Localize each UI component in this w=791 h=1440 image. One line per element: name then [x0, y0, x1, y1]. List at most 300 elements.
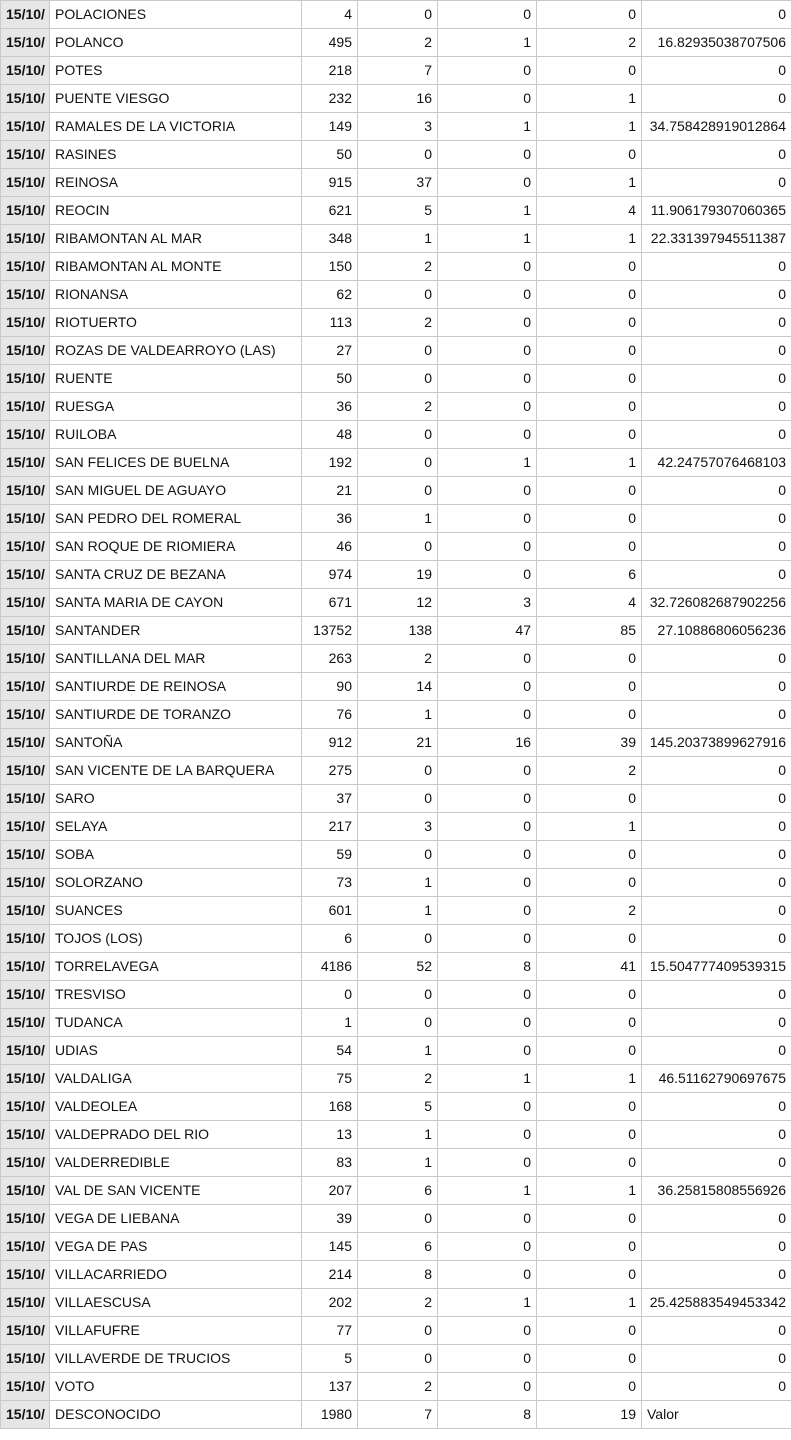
value-a-cell[interactable]: 4 [302, 1, 358, 29]
value-b-cell[interactable]: 2 [358, 253, 438, 281]
value-d-cell[interactable]: 0 [537, 1233, 642, 1261]
value-b-cell[interactable]: 0 [358, 533, 438, 561]
value-a-cell[interactable]: 77 [302, 1317, 358, 1345]
date-cell[interactable]: 15/10/ [1, 1093, 50, 1121]
municipality-cell[interactable]: VALDEPRADO DEL RIO [50, 1121, 302, 1149]
value-b-cell[interactable]: 3 [358, 813, 438, 841]
value-c-cell[interactable]: 0 [438, 869, 537, 897]
value-a-cell[interactable]: 76 [302, 701, 358, 729]
rate-cell[interactable]: 0 [642, 309, 791, 337]
value-a-cell[interactable]: 54 [302, 1037, 358, 1065]
rate-cell[interactable]: 0 [642, 813, 791, 841]
value-a-cell[interactable]: 912 [302, 729, 358, 757]
municipality-cell[interactable]: SAN PEDRO DEL ROMERAL [50, 505, 302, 533]
value-b-cell[interactable]: 3 [358, 113, 438, 141]
municipality-cell[interactable]: UDIAS [50, 1037, 302, 1065]
value-b-cell[interactable]: 5 [358, 1093, 438, 1121]
date-cell[interactable]: 15/10/ [1, 1037, 50, 1065]
municipality-cell[interactable]: VILLAFUFRE [50, 1317, 302, 1345]
value-c-cell[interactable]: 8 [438, 1401, 537, 1429]
date-cell[interactable]: 15/10/ [1, 1149, 50, 1177]
value-b-cell[interactable]: 0 [358, 449, 438, 477]
value-c-cell[interactable]: 3 [438, 589, 537, 617]
municipality-cell[interactable]: VALDEOLEA [50, 1093, 302, 1121]
value-d-cell[interactable]: 0 [537, 533, 642, 561]
municipality-cell[interactable]: SANTILLANA DEL MAR [50, 645, 302, 673]
value-a-cell[interactable]: 495 [302, 29, 358, 57]
rate-cell[interactable]: 0 [642, 1233, 791, 1261]
value-b-cell[interactable]: 0 [358, 281, 438, 309]
rate-cell[interactable]: 0 [642, 1, 791, 29]
value-a-cell[interactable]: 214 [302, 1261, 358, 1289]
date-cell[interactable]: 15/10/ [1, 645, 50, 673]
value-a-cell[interactable]: 217 [302, 813, 358, 841]
value-b-cell[interactable]: 0 [358, 757, 438, 785]
value-a-cell[interactable]: 145 [302, 1233, 358, 1261]
municipality-cell[interactable]: SANTIURDE DE TORANZO [50, 701, 302, 729]
value-b-cell[interactable]: 1 [358, 1121, 438, 1149]
value-d-cell[interactable]: 1 [537, 225, 642, 253]
value-a-cell[interactable]: 1980 [302, 1401, 358, 1429]
value-c-cell[interactable]: 0 [438, 1345, 537, 1373]
value-a-cell[interactable]: 36 [302, 393, 358, 421]
value-c-cell[interactable]: 0 [438, 757, 537, 785]
date-cell[interactable]: 15/10/ [1, 1289, 50, 1317]
date-cell[interactable]: 15/10/ [1, 505, 50, 533]
value-b-cell[interactable]: 0 [358, 1205, 438, 1233]
value-b-cell[interactable]: 7 [358, 1401, 438, 1429]
value-a-cell[interactable]: 73 [302, 869, 358, 897]
value-b-cell[interactable]: 0 [358, 981, 438, 1009]
municipality-cell[interactable]: REINOSA [50, 169, 302, 197]
value-b-cell[interactable]: 0 [358, 1345, 438, 1373]
rate-cell[interactable]: 42.24757076468103 [642, 449, 791, 477]
value-b-cell[interactable]: 2 [358, 1373, 438, 1401]
date-cell[interactable]: 15/10/ [1, 869, 50, 897]
municipality-cell[interactable]: RIBAMONTAN AL MONTE [50, 253, 302, 281]
value-c-cell[interactable]: 0 [438, 1121, 537, 1149]
municipality-cell[interactable]: RUILOBA [50, 421, 302, 449]
value-d-cell[interactable]: 0 [537, 1009, 642, 1037]
value-c-cell[interactable]: 0 [438, 365, 537, 393]
municipality-cell[interactable]: SAN MIGUEL DE AGUAYO [50, 477, 302, 505]
municipality-cell[interactable]: SANTOÑA [50, 729, 302, 757]
value-c-cell[interactable]: 16 [438, 729, 537, 757]
value-d-cell[interactable]: 0 [537, 1093, 642, 1121]
date-cell[interactable]: 15/10/ [1, 393, 50, 421]
value-c-cell[interactable]: 0 [438, 393, 537, 421]
value-d-cell[interactable]: 0 [537, 841, 642, 869]
value-a-cell[interactable]: 915 [302, 169, 358, 197]
value-c-cell[interactable]: 0 [438, 141, 537, 169]
date-cell[interactable]: 15/10/ [1, 897, 50, 925]
municipality-cell[interactable]: SAN VICENTE DE LA BARQUERA [50, 757, 302, 785]
rate-cell[interactable]: 0 [642, 561, 791, 589]
date-cell[interactable]: 15/10/ [1, 141, 50, 169]
date-cell[interactable]: 15/10/ [1, 785, 50, 813]
value-a-cell[interactable]: 275 [302, 757, 358, 785]
municipality-cell[interactable]: VOTO [50, 1373, 302, 1401]
date-cell[interactable]: 15/10/ [1, 1401, 50, 1429]
date-cell[interactable]: 15/10/ [1, 701, 50, 729]
value-a-cell[interactable]: 207 [302, 1177, 358, 1205]
municipality-cell[interactable]: ROZAS DE VALDEARROYO (LAS) [50, 337, 302, 365]
municipality-cell[interactable]: VEGA DE PAS [50, 1233, 302, 1261]
date-cell[interactable]: 15/10/ [1, 589, 50, 617]
value-c-cell[interactable]: 0 [438, 1037, 537, 1065]
value-d-cell[interactable]: 2 [537, 757, 642, 785]
value-c-cell[interactable]: 0 [438, 1009, 537, 1037]
value-d-cell[interactable]: 0 [537, 505, 642, 533]
municipality-cell[interactable]: DESCONOCIDO [50, 1401, 302, 1429]
municipality-cell[interactable]: POLANCO [50, 29, 302, 57]
date-cell[interactable]: 15/10/ [1, 925, 50, 953]
municipality-cell[interactable]: VAL DE SAN VICENTE [50, 1177, 302, 1205]
value-c-cell[interactable]: 0 [438, 505, 537, 533]
rate-cell[interactable]: 0 [642, 673, 791, 701]
value-d-cell[interactable]: 0 [537, 253, 642, 281]
value-c-cell[interactable]: 0 [438, 1373, 537, 1401]
value-b-cell[interactable]: 0 [358, 841, 438, 869]
value-c-cell[interactable]: 0 [438, 701, 537, 729]
value-b-cell[interactable]: 1 [358, 869, 438, 897]
value-a-cell[interactable]: 137 [302, 1373, 358, 1401]
value-d-cell[interactable]: 4 [537, 197, 642, 225]
municipality-cell[interactable]: RASINES [50, 141, 302, 169]
value-b-cell[interactable]: 1 [358, 1149, 438, 1177]
value-a-cell[interactable]: 671 [302, 589, 358, 617]
date-cell[interactable]: 15/10/ [1, 477, 50, 505]
value-a-cell[interactable]: 263 [302, 645, 358, 673]
municipality-cell[interactable]: SELAYA [50, 813, 302, 841]
value-c-cell[interactable]: 0 [438, 785, 537, 813]
municipality-cell[interactable]: VILLAESCUSA [50, 1289, 302, 1317]
rate-cell[interactable]: 0 [642, 1345, 791, 1373]
date-cell[interactable]: 15/10/ [1, 421, 50, 449]
value-c-cell[interactable]: 0 [438, 925, 537, 953]
date-cell[interactable]: 15/10/ [1, 281, 50, 309]
date-cell[interactable]: 15/10/ [1, 813, 50, 841]
value-a-cell[interactable]: 4186 [302, 953, 358, 981]
value-a-cell[interactable]: 601 [302, 897, 358, 925]
value-b-cell[interactable]: 1 [358, 225, 438, 253]
value-d-cell[interactable]: 0 [537, 1149, 642, 1177]
value-c-cell[interactable]: 0 [438, 561, 537, 589]
value-b-cell[interactable]: 52 [358, 953, 438, 981]
date-cell[interactable]: 15/10/ [1, 449, 50, 477]
value-d-cell[interactable]: 0 [537, 869, 642, 897]
value-d-cell[interactable]: 0 [537, 57, 642, 85]
rate-cell[interactable]: 0 [642, 869, 791, 897]
value-d-cell[interactable]: 41 [537, 953, 642, 981]
date-cell[interactable]: 15/10/ [1, 673, 50, 701]
date-cell[interactable]: 15/10/ [1, 1065, 50, 1093]
value-a-cell[interactable]: 192 [302, 449, 358, 477]
value-d-cell[interactable]: 0 [537, 1037, 642, 1065]
value-a-cell[interactable]: 46 [302, 533, 358, 561]
value-b-cell[interactable]: 0 [358, 337, 438, 365]
rate-cell[interactable]: 0 [642, 533, 791, 561]
value-b-cell[interactable]: 2 [358, 309, 438, 337]
value-d-cell[interactable]: 0 [537, 673, 642, 701]
value-c-cell[interactable]: 0 [438, 1149, 537, 1177]
value-d-cell[interactable]: 39 [537, 729, 642, 757]
municipality-cell[interactable]: REOCIN [50, 197, 302, 225]
value-c-cell[interactable]: 0 [438, 813, 537, 841]
value-b-cell[interactable]: 21 [358, 729, 438, 757]
municipality-cell[interactable]: RUENTE [50, 365, 302, 393]
value-b-cell[interactable]: 0 [358, 421, 438, 449]
value-a-cell[interactable]: 59 [302, 841, 358, 869]
municipality-cell[interactable]: RIOTUERTO [50, 309, 302, 337]
rate-cell[interactable]: 25.425883549453342 [642, 1289, 791, 1317]
municipality-cell[interactable]: SUANCES [50, 897, 302, 925]
value-c-cell[interactable]: 0 [438, 1093, 537, 1121]
date-cell[interactable]: 15/10/ [1, 169, 50, 197]
rate-cell[interactable]: 0 [642, 253, 791, 281]
value-c-cell[interactable]: 0 [438, 421, 537, 449]
value-c-cell[interactable]: 0 [438, 645, 537, 673]
rate-cell[interactable]: 0 [642, 1317, 791, 1345]
value-d-cell[interactable]: 2 [537, 29, 642, 57]
rate-cell[interactable]: 0 [642, 645, 791, 673]
value-c-cell[interactable]: 1 [438, 197, 537, 225]
rate-cell[interactable]: 11.906179307060365 [642, 197, 791, 225]
rate-cell[interactable]: 27.10886806056236 [642, 617, 791, 645]
value-d-cell[interactable]: 0 [537, 337, 642, 365]
value-d-cell[interactable]: 0 [537, 1373, 642, 1401]
municipality-cell[interactable]: TRESVISO [50, 981, 302, 1009]
value-d-cell[interactable]: 1 [537, 113, 642, 141]
rate-cell[interactable]: 0 [642, 897, 791, 925]
date-cell[interactable]: 15/10/ [1, 1345, 50, 1373]
value-b-cell[interactable]: 7 [358, 57, 438, 85]
rate-cell[interactable]: 0 [642, 505, 791, 533]
value-d-cell[interactable]: 1 [537, 1289, 642, 1317]
value-d-cell[interactable]: 6 [537, 561, 642, 589]
municipality-cell[interactable]: SOLORZANO [50, 869, 302, 897]
rate-cell[interactable]: 0 [642, 169, 791, 197]
value-b-cell[interactable]: 0 [358, 1, 438, 29]
value-d-cell[interactable]: 1 [537, 85, 642, 113]
value-a-cell[interactable]: 13 [302, 1121, 358, 1149]
date-cell[interactable]: 15/10/ [1, 533, 50, 561]
value-c-cell[interactable]: 0 [438, 1317, 537, 1345]
value-c-cell[interactable]: 8 [438, 953, 537, 981]
municipality-cell[interactable]: POLACIONES [50, 1, 302, 29]
value-b-cell[interactable]: 1 [358, 1037, 438, 1065]
rate-cell[interactable]: 22.331397945511387 [642, 225, 791, 253]
value-a-cell[interactable]: 39 [302, 1205, 358, 1233]
value-b-cell[interactable]: 1 [358, 701, 438, 729]
value-b-cell[interactable]: 0 [358, 925, 438, 953]
date-cell[interactable]: 15/10/ [1, 1, 50, 29]
value-c-cell[interactable]: 0 [438, 477, 537, 505]
rate-cell[interactable]: 0 [642, 477, 791, 505]
municipality-cell[interactable]: RAMALES DE LA VICTORIA [50, 113, 302, 141]
municipality-cell[interactable]: VALDERREDIBLE [50, 1149, 302, 1177]
value-a-cell[interactable]: 27 [302, 337, 358, 365]
value-a-cell[interactable]: 62 [302, 281, 358, 309]
rate-cell[interactable]: 0 [642, 785, 791, 813]
rate-cell[interactable]: 0 [642, 841, 791, 869]
rate-cell[interactable]: 0 [642, 1037, 791, 1065]
value-d-cell[interactable]: 1 [537, 449, 642, 477]
municipality-cell[interactable]: RIONANSA [50, 281, 302, 309]
value-c-cell[interactable]: 0 [438, 1233, 537, 1261]
value-b-cell[interactable]: 12 [358, 589, 438, 617]
value-b-cell[interactable]: 16 [358, 85, 438, 113]
value-a-cell[interactable]: 0 [302, 981, 358, 1009]
value-d-cell[interactable]: 0 [537, 281, 642, 309]
date-cell[interactable]: 15/10/ [1, 1177, 50, 1205]
value-c-cell[interactable]: 0 [438, 57, 537, 85]
value-c-cell[interactable]: 1 [438, 113, 537, 141]
rate-cell[interactable]: 0 [642, 141, 791, 169]
date-cell[interactable]: 15/10/ [1, 85, 50, 113]
rate-cell[interactable]: 34.758428919012864 [642, 113, 791, 141]
value-c-cell[interactable]: 0 [438, 281, 537, 309]
rate-cell[interactable]: 0 [642, 57, 791, 85]
value-c-cell[interactable]: 1 [438, 1177, 537, 1205]
value-a-cell[interactable]: 37 [302, 785, 358, 813]
value-b-cell[interactable]: 0 [358, 1009, 438, 1037]
municipality-cell[interactable]: SARO [50, 785, 302, 813]
value-b-cell[interactable]: 0 [358, 141, 438, 169]
date-cell[interactable]: 15/10/ [1, 337, 50, 365]
rate-cell[interactable]: 0 [642, 1149, 791, 1177]
value-a-cell[interactable]: 6 [302, 925, 358, 953]
value-b-cell[interactable]: 6 [358, 1177, 438, 1205]
value-a-cell[interactable]: 50 [302, 141, 358, 169]
value-d-cell[interactable]: 4 [537, 589, 642, 617]
value-b-cell[interactable]: 1 [358, 505, 438, 533]
rate-cell[interactable]: 0 [642, 757, 791, 785]
value-a-cell[interactable]: 621 [302, 197, 358, 225]
value-a-cell[interactable]: 1 [302, 1009, 358, 1037]
date-cell[interactable]: 15/10/ [1, 1205, 50, 1233]
municipality-cell[interactable]: PUENTE VIESGO [50, 85, 302, 113]
date-cell[interactable]: 15/10/ [1, 1261, 50, 1289]
date-cell[interactable]: 15/10/ [1, 1373, 50, 1401]
date-cell[interactable]: 15/10/ [1, 757, 50, 785]
municipality-cell[interactable]: SANTIURDE DE REINOSA [50, 673, 302, 701]
value-b-cell[interactable]: 8 [358, 1261, 438, 1289]
value-a-cell[interactable]: 90 [302, 673, 358, 701]
value-b-cell[interactable]: 19 [358, 561, 438, 589]
municipality-cell[interactable]: SAN FELICES DE BUELNA [50, 449, 302, 477]
value-c-cell[interactable]: 1 [438, 225, 537, 253]
municipality-cell[interactable]: VILLACARRIEDO [50, 1261, 302, 1289]
municipality-cell[interactable]: VALDALIGA [50, 1065, 302, 1093]
date-cell[interactable]: 15/10/ [1, 1009, 50, 1037]
value-c-cell[interactable]: 0 [438, 533, 537, 561]
municipality-cell[interactable]: SAN ROQUE DE RIOMIERA [50, 533, 302, 561]
date-cell[interactable]: 15/10/ [1, 1233, 50, 1261]
value-c-cell[interactable]: 0 [438, 981, 537, 1009]
value-d-cell[interactable]: 0 [537, 981, 642, 1009]
municipality-cell[interactable]: TORRELAVEGA [50, 953, 302, 981]
rate-cell[interactable]: 145.20373899627916 [642, 729, 791, 757]
rate-cell[interactable]: 0 [642, 365, 791, 393]
value-c-cell[interactable]: 1 [438, 449, 537, 477]
rate-cell[interactable]: 0 [642, 925, 791, 953]
value-a-cell[interactable]: 113 [302, 309, 358, 337]
date-cell[interactable]: 15/10/ [1, 253, 50, 281]
value-d-cell[interactable]: 1 [537, 1065, 642, 1093]
municipality-cell[interactable]: TOJOS (LOS) [50, 925, 302, 953]
value-a-cell[interactable]: 21 [302, 477, 358, 505]
value-a-cell[interactable]: 48 [302, 421, 358, 449]
value-d-cell[interactable]: 0 [537, 1121, 642, 1149]
value-d-cell[interactable]: 1 [537, 169, 642, 197]
date-cell[interactable]: 15/10/ [1, 617, 50, 645]
date-cell[interactable]: 15/10/ [1, 561, 50, 589]
date-cell[interactable]: 15/10/ [1, 365, 50, 393]
value-b-cell[interactable]: 5 [358, 197, 438, 225]
date-cell[interactable]: 15/10/ [1, 981, 50, 1009]
municipality-cell[interactable]: VEGA DE LIEBANA [50, 1205, 302, 1233]
rate-cell[interactable]: 15.504777409539315 [642, 953, 791, 981]
date-cell[interactable]: 15/10/ [1, 225, 50, 253]
rate-cell[interactable]: 0 [642, 1261, 791, 1289]
date-cell[interactable]: 15/10/ [1, 113, 50, 141]
value-d-cell[interactable]: 0 [537, 1345, 642, 1373]
date-cell[interactable]: 15/10/ [1, 57, 50, 85]
rate-cell[interactable]: 0 [642, 337, 791, 365]
value-c-cell[interactable]: 0 [438, 1261, 537, 1289]
value-b-cell[interactable]: 1 [358, 897, 438, 925]
value-c-cell[interactable]: 0 [438, 673, 537, 701]
value-c-cell[interactable]: 47 [438, 617, 537, 645]
rate-cell[interactable]: 0 [642, 701, 791, 729]
value-b-cell[interactable]: 2 [358, 29, 438, 57]
value-d-cell[interactable]: 19 [537, 1401, 642, 1429]
value-b-cell[interactable]: 6 [358, 1233, 438, 1261]
value-d-cell[interactable]: 0 [537, 785, 642, 813]
value-a-cell[interactable]: 202 [302, 1289, 358, 1317]
municipality-cell[interactable]: SANTA MARIA DE CAYON [50, 589, 302, 617]
value-a-cell[interactable]: 13752 [302, 617, 358, 645]
rate-cell[interactable]: 0 [642, 421, 791, 449]
date-cell[interactable]: 15/10/ [1, 309, 50, 337]
municipality-cell[interactable]: RIBAMONTAN AL MAR [50, 225, 302, 253]
value-a-cell[interactable]: 5 [302, 1345, 358, 1373]
value-c-cell[interactable]: 0 [438, 841, 537, 869]
municipality-cell[interactable]: SOBA [50, 841, 302, 869]
municipality-cell[interactable]: SANTA CRUZ DE BEZANA [50, 561, 302, 589]
value-c-cell[interactable]: 0 [438, 169, 537, 197]
value-d-cell[interactable]: 0 [537, 1261, 642, 1289]
value-a-cell[interactable]: 974 [302, 561, 358, 589]
value-b-cell[interactable]: 0 [358, 365, 438, 393]
value-a-cell[interactable]: 232 [302, 85, 358, 113]
value-d-cell[interactable]: 0 [537, 393, 642, 421]
value-a-cell[interactable]: 50 [302, 365, 358, 393]
value-b-cell[interactable]: 37 [358, 169, 438, 197]
value-d-cell[interactable]: 85 [537, 617, 642, 645]
value-d-cell[interactable]: 2 [537, 897, 642, 925]
value-a-cell[interactable]: 168 [302, 1093, 358, 1121]
value-d-cell[interactable]: 0 [537, 1317, 642, 1345]
date-cell[interactable]: 15/10/ [1, 1121, 50, 1149]
value-b-cell[interactable]: 0 [358, 785, 438, 813]
value-c-cell[interactable]: 1 [438, 1289, 537, 1317]
value-c-cell[interactable]: 0 [438, 309, 537, 337]
value-a-cell[interactable]: 150 [302, 253, 358, 281]
value-d-cell[interactable]: 0 [537, 1205, 642, 1233]
date-cell[interactable]: 15/10/ [1, 729, 50, 757]
